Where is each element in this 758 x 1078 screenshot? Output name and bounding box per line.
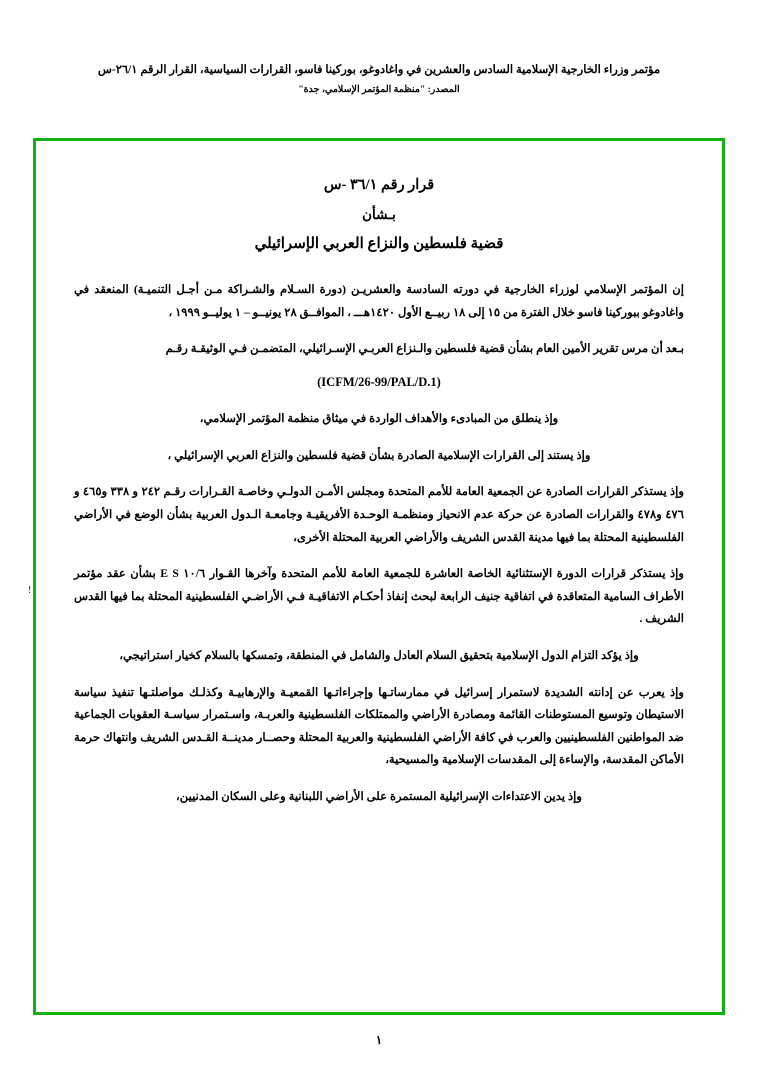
header-source-line: المصدر: "منظمة المؤتمر الإسلامي، جدة" (298, 85, 460, 96)
paragraph-text: الاعتداءات الإسرائيلية المستمرة على الأراضي اللبنانية وعلى السكان المدنيين، (176, 789, 544, 803)
paragraph-opening (74, 279, 684, 324)
page-number: ١ (375, 1033, 383, 1047)
paragraph-recalls-tenth-session (74, 563, 684, 631)
resolution-number: قرار رقم ٣٦/١ -س (323, 177, 435, 193)
document-header (72, 62, 686, 95)
page-title: قضية فلسطين والنزاع العربي الإسرائيلي (254, 236, 504, 252)
paragraph-recalls-un-resolutions (74, 481, 684, 549)
title-block (74, 177, 684, 253)
paragraph-text: من المبادىء والأهداف الواردة في ميثاق منظمة المؤتمر الإسلامي، (199, 412, 512, 426)
paragraph-lead: بـعد أن مرس (621, 342, 684, 356)
paragraph-text: إن المؤتمر الإسلامي لوزراء الخارجية في دورته السادسة والعشريـن (دورة السـلام والشـراكة مـن أجـل التنميـة) المنعقد في واغادوغو ببوركينا فاسو خلال الفترة من ١٥ إلى ١٨ ربيــع الأول ١٤٢٠هـــ ، الموافــق ٢٨ يونيــو – ١ يوليــو ١٩٩٩ ، (74, 283, 684, 319)
paragraph-text: إلى القرارات الإسلامية الصادرة بشأن قضية فلسطين والنزاع العربي الإسرائيلي ، (167, 448, 547, 462)
header-title-line: مؤتمر وزراء الخارجية الإسلامية السادس والعشرين في واغادوغو، بوركينا فاسو، القرارات السياسية، القرار الرقم ٢٦/١-س (97, 64, 661, 76)
paragraph-affirms (74, 645, 684, 668)
margin-mark: ! (28, 585, 32, 596)
paragraph-text: التزام الدول الإسلامية بتحقيق السلام العادل والشامل في المنطقة، وتمسكها بالسلام كخيار استراتيجي، (119, 648, 602, 662)
paragraph-lead: وإذ يستند (546, 448, 591, 462)
paragraph-text: القرارات الصادرة عن الجمعية العامة للأمم المتحدة ومجلس الأمـن الدولـي وخاصـة القـرارات رقـم ٢٤٢ و ٣٣٨ و٤٦٥ و ٤٧٦ و٤٧٨ والقرارات الصادرة عن حركة عدم الانحياز ومنظمـة الوحـدة الأفريقيـة وجامعـة الـدول العربية بشأن الوضع في الأراضي الفلسطينية المحتلة بما فيها مدينة القدس الشريف والأراضي العربية المحتلة الأخرى، (74, 485, 684, 544)
paragraph-lead: وإذ يعرب (638, 685, 684, 699)
paragraph-text: تقرير الأمين العام بشأن قضية فلسطين والـنزاع العربـي الإسـرائيلي، المتضمـن فـي الوثيقـة رقـم (165, 342, 622, 356)
paragraph-relies (74, 445, 684, 468)
paragraph-text: قرارات الدورة الإستثنائية الخاصة العاشرة للجمعية العامة للأمم المتحدة وآخرها القـوار ١٠/٦ ‎E‎ ‎S‎ بشأن عقد مؤتمر الأطراف السامية المتعاقدة في اتفاقية جنيف الرابعة لبحث إنفاذ أحكـام الاتفاقيـة فـي الأراضـي الفلسطينية المحتلة بما فيها القدس الشريف . (74, 567, 684, 626)
document-reference-code: (ICFM/26-99/PAL/D.1) (317, 374, 441, 389)
paragraph-lead: وإذ يستذكر (631, 485, 684, 499)
content-body (36, 141, 722, 841)
paragraph-lead: وإذ يؤكد (601, 648, 639, 662)
paragraph-principles (74, 408, 684, 431)
about-label: بـشأن (362, 207, 396, 222)
paragraph-after-review (74, 338, 684, 394)
paragraph-lead: وإذ يدين (543, 789, 582, 803)
paragraph-lead: وإذ ينطلق (511, 412, 559, 426)
content-frame (33, 138, 725, 1015)
paragraph-lead: وإذ يستذكر (630, 567, 684, 581)
paragraph-deplores (74, 682, 684, 772)
paragraph-condemns (74, 786, 684, 809)
paragraph-text: عن إدانته الشديدة لاستمرار إسرائيل في ممارساتـها وإجراءاتـها القمعيـة والإرهابيـة وكذلـك مواصلتـها تنفيذ سياسة الاستيطان وتوسيع المستوطنات القائمة ومصادرة الأراضي والممتلكات الفلسطينية والعربـة، واسـتمرار سياسـة العقوبات الجماعية ضد المواطنين الفلسطينيين والعرب في كافة الأراضي الفلسطينية والعربية المحتلة وحصــار مدينــة القـدس الشريف وانتهاك حرمة الأماكن المقدسة، والإساءة إلى المقدسات الإسلامية والمسيحية، (74, 685, 684, 767)
